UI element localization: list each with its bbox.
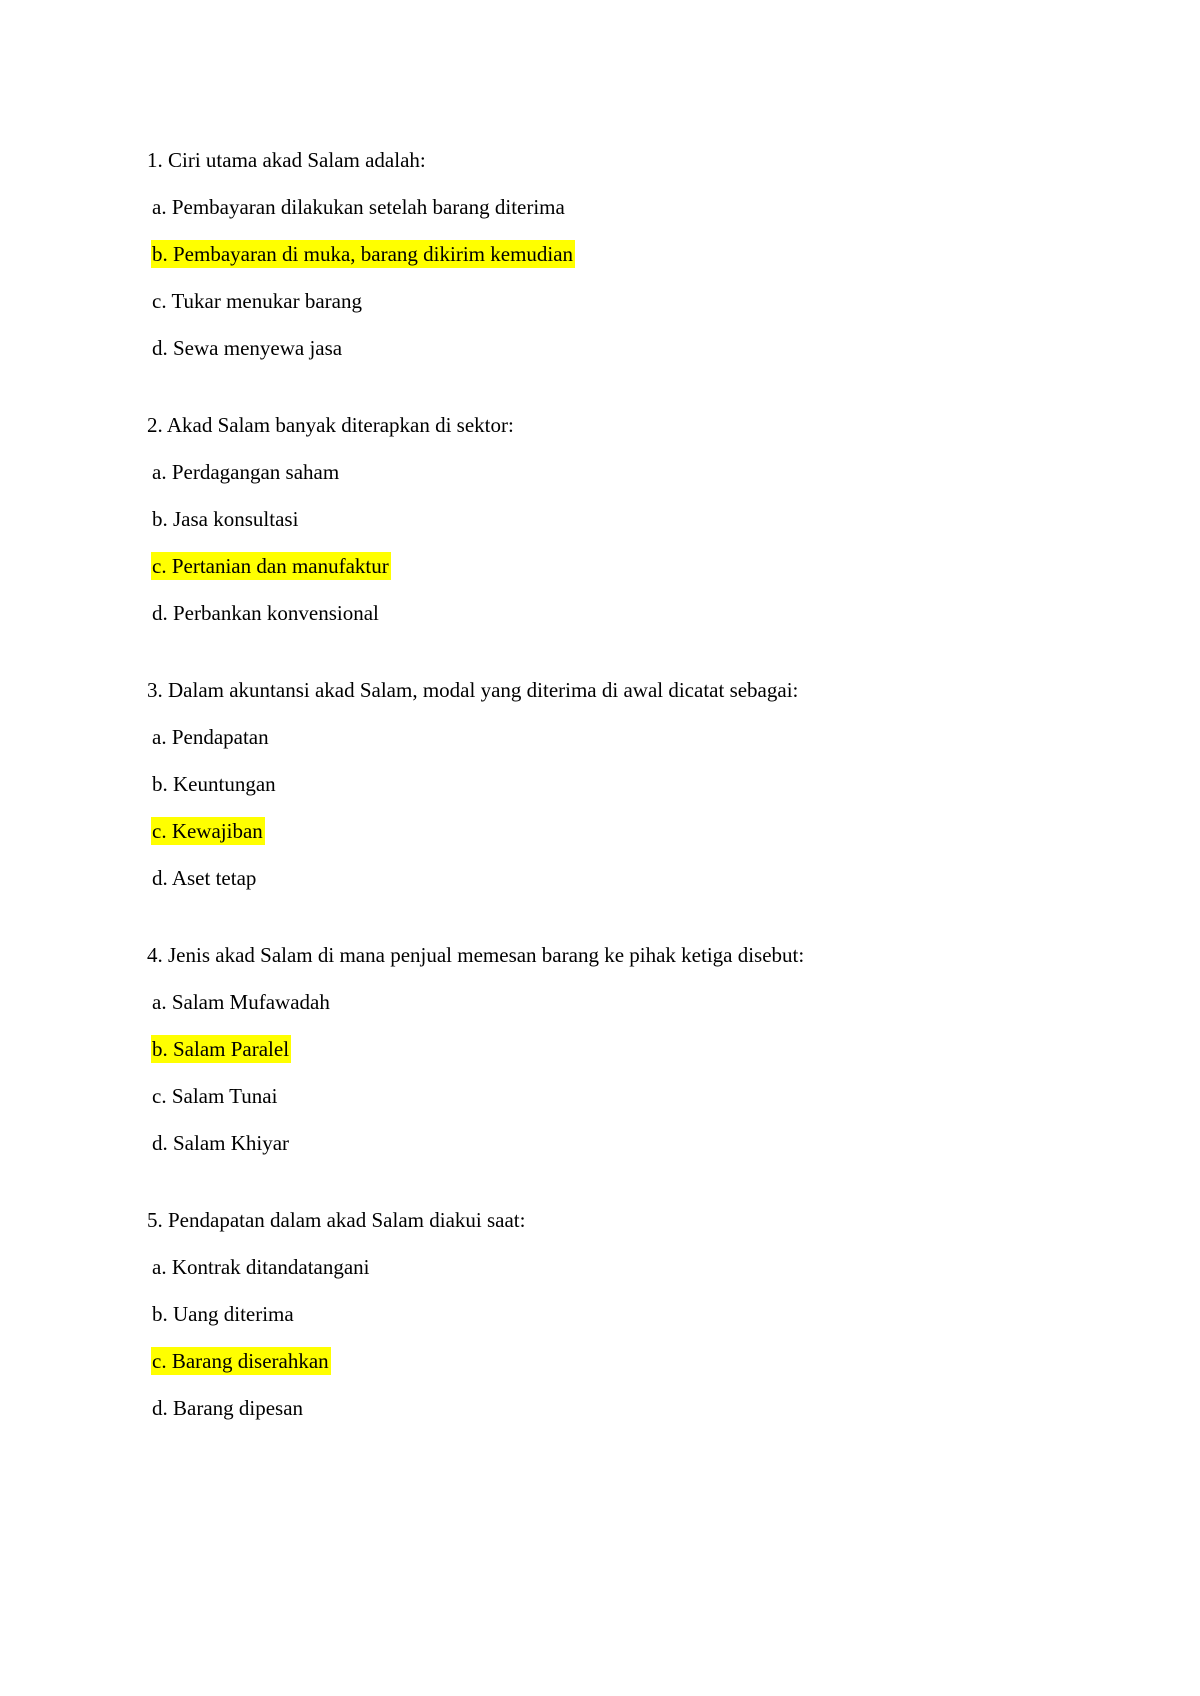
option-b: b. Uang diterima — [152, 1302, 294, 1326]
question-text: 4. Jenis akad Salam di mana penjual memesan barang ke pihak ketiga disebut: — [147, 943, 805, 967]
option-b: b. Keuntungan — [152, 772, 276, 796]
question-text: 3. Dalam akuntansi akad Salam, modal yang diterima di awal dicatat sebagai: — [147, 678, 799, 702]
option-d: d. Aset tetap — [152, 866, 257, 890]
question-5 — [147, 1205, 1147, 1423]
question-text: 5. Pendapatan dalam akad Salam diakui saat: — [147, 1208, 526, 1232]
question-3 — [147, 675, 1147, 893]
question-list — [147, 145, 1147, 1423]
question-4 — [147, 940, 1147, 1158]
option-d: d. Salam Khiyar — [152, 1131, 290, 1155]
option-a: a. Pendapatan — [152, 725, 269, 749]
option-c: c. Tukar menukar barang — [152, 289, 362, 313]
question-text: 2. Akad Salam banyak diterapkan di sektor: — [147, 413, 514, 437]
option-a: a. Perdagangan saham — [152, 460, 340, 484]
question-1 — [147, 145, 1147, 363]
question-text: 1. Ciri utama akad Salam adalah: — [147, 148, 426, 172]
option-d: d. Barang dipesan — [152, 1396, 304, 1420]
option-c: c. Salam Tunai — [152, 1084, 278, 1108]
option-c-highlighted: c. Barang diserahkan — [152, 1349, 329, 1373]
option-b-highlighted: b. Salam Paralel — [152, 1037, 290, 1061]
option-d: d. Sewa menyewa jasa — [152, 336, 343, 360]
option-a: a. Kontrak ditandatangani — [152, 1255, 370, 1279]
option-a: a. Salam Mufawadah — [152, 990, 330, 1014]
option-c-highlighted: c. Kewajiban — [152, 819, 263, 843]
option-a: a. Pembayaran dilakukan setelah barang diterima — [152, 195, 565, 219]
option-b-highlighted: b. Pembayaran di muka, barang dikirim kemudian — [152, 242, 574, 266]
option-b: b. Jasa konsultasi — [152, 507, 299, 531]
option-c-highlighted: c. Pertanian dan manufaktur — [152, 554, 389, 578]
question-2 — [147, 410, 1147, 628]
option-d: d. Perbankan konvensional — [152, 601, 379, 625]
